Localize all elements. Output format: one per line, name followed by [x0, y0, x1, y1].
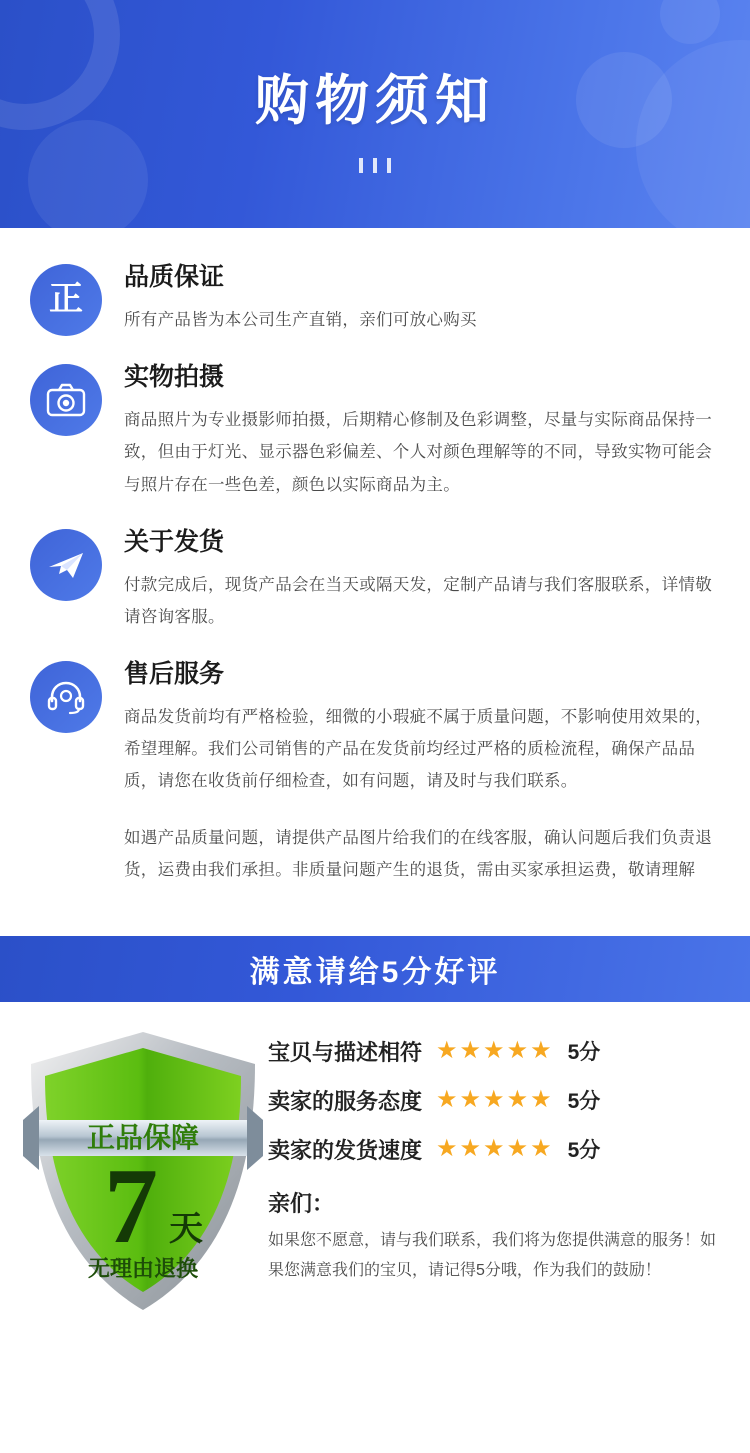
shield-subtitle: 无理由退换: [87, 1255, 199, 1281]
notice-text: 付款完成后，现货产品会在当天或隔天发，定制产品请与我们客服联系，详情敬请咨询客服。: [124, 575, 712, 626]
divider-dash-icon: [359, 158, 363, 173]
notice-item-photography: [30, 362, 720, 501]
notice-body: [124, 659, 720, 886]
notice-title: 售后服务: [124, 660, 225, 689]
closing-title: 亲们：: [268, 1190, 335, 1216]
rating-label: 卖家的发货速度: [268, 1137, 423, 1163]
notice-body: [124, 262, 720, 336]
notice-text: 商品发货前均有严格检验，细微的小瑕疵不属于质量问题，不影响使用效果的，希望理解。我们公司销售的产品在发货前均经过严格的质检流程，确保产品品质，请您在收货前仔细检查，如有问题，请及时与我们联系。: [124, 708, 712, 791]
rating-score: 5分: [567, 1090, 601, 1114]
rating-banner-label: 满意请给5分好评: [249, 955, 501, 989]
notice-title: 关于发货: [124, 527, 225, 556]
zheng-character-icon: [30, 264, 102, 336]
notice-body: [124, 527, 720, 633]
notice-text: 所有产品皆为本公司生产直销，亲们可放心购买: [124, 311, 477, 329]
star-rating-icon: ★★★★★: [436, 1135, 554, 1163]
rating-section: [0, 1002, 750, 1352]
notice-item-quality: [30, 262, 720, 336]
notice-title: 品质保证: [124, 263, 225, 291]
rating-score: 5分: [567, 1139, 601, 1163]
notice-text: 商品照片为专业摄影师拍摄，后期精心修制及色彩调整，尽量与实际商品保持一致，但由于灯光、显示器色彩偏差、个人对颜色理解等的不同，导致实物可能会与照片存在一些色差，颜色以实际商品为主。: [124, 411, 712, 494]
rating-row: [268, 1036, 728, 1067]
closing-text: 如果您不愿意，请与我们联系，我们将为您提供满意的服务！如果您满意我们的宝贝，请记得5分哦，作为我们的鼓励！: [268, 1231, 717, 1280]
headset-icon: [30, 661, 102, 733]
notice-item-shipping: [30, 527, 720, 633]
shield-ribbon-label: 正品保障: [86, 1121, 200, 1153]
star-rating-icon: ★★★★★: [436, 1086, 554, 1114]
page-header: [0, 0, 750, 228]
rating-row: [268, 1134, 728, 1165]
shield-guarantee-icon: [23, 1028, 263, 1318]
title-divider-dots: [0, 157, 750, 173]
rating-rows: [268, 1028, 728, 1287]
page-title: 购物须知: [255, 71, 495, 131]
rating-row: [268, 1085, 728, 1116]
camera-icon: [30, 364, 102, 436]
notice-body: [124, 362, 720, 501]
airplane-icon: [30, 529, 102, 601]
notice-title: 实物拍摄: [124, 363, 225, 392]
divider-dash-icon: [373, 158, 377, 173]
shield-number: 7: [104, 1146, 158, 1266]
notice-list: [0, 228, 750, 922]
decorative-circle-icon: [28, 120, 148, 228]
rating-score: 5分: [567, 1041, 601, 1065]
zheng-character-glyph: 正: [49, 281, 83, 318]
rating-label: 卖家的服务态度: [268, 1088, 423, 1114]
shield-day: 天: [169, 1209, 203, 1248]
notice-item-after-sales: [30, 659, 720, 886]
divider-dash-icon: [387, 158, 391, 173]
rating-label: 宝贝与描述相符: [268, 1039, 423, 1065]
rating-banner: [0, 936, 750, 1002]
star-rating-icon: ★★★★★: [436, 1037, 554, 1065]
notice-text-secondary: 如遇产品质量问题，请提供产品图片给我们的在线客服，确认问题后我们负责退货，运费由我们承担。非质量问题产生的退货，需由买家承担运费，敬请理解: [124, 828, 712, 879]
shield-badge-wrap: [18, 1028, 268, 1318]
